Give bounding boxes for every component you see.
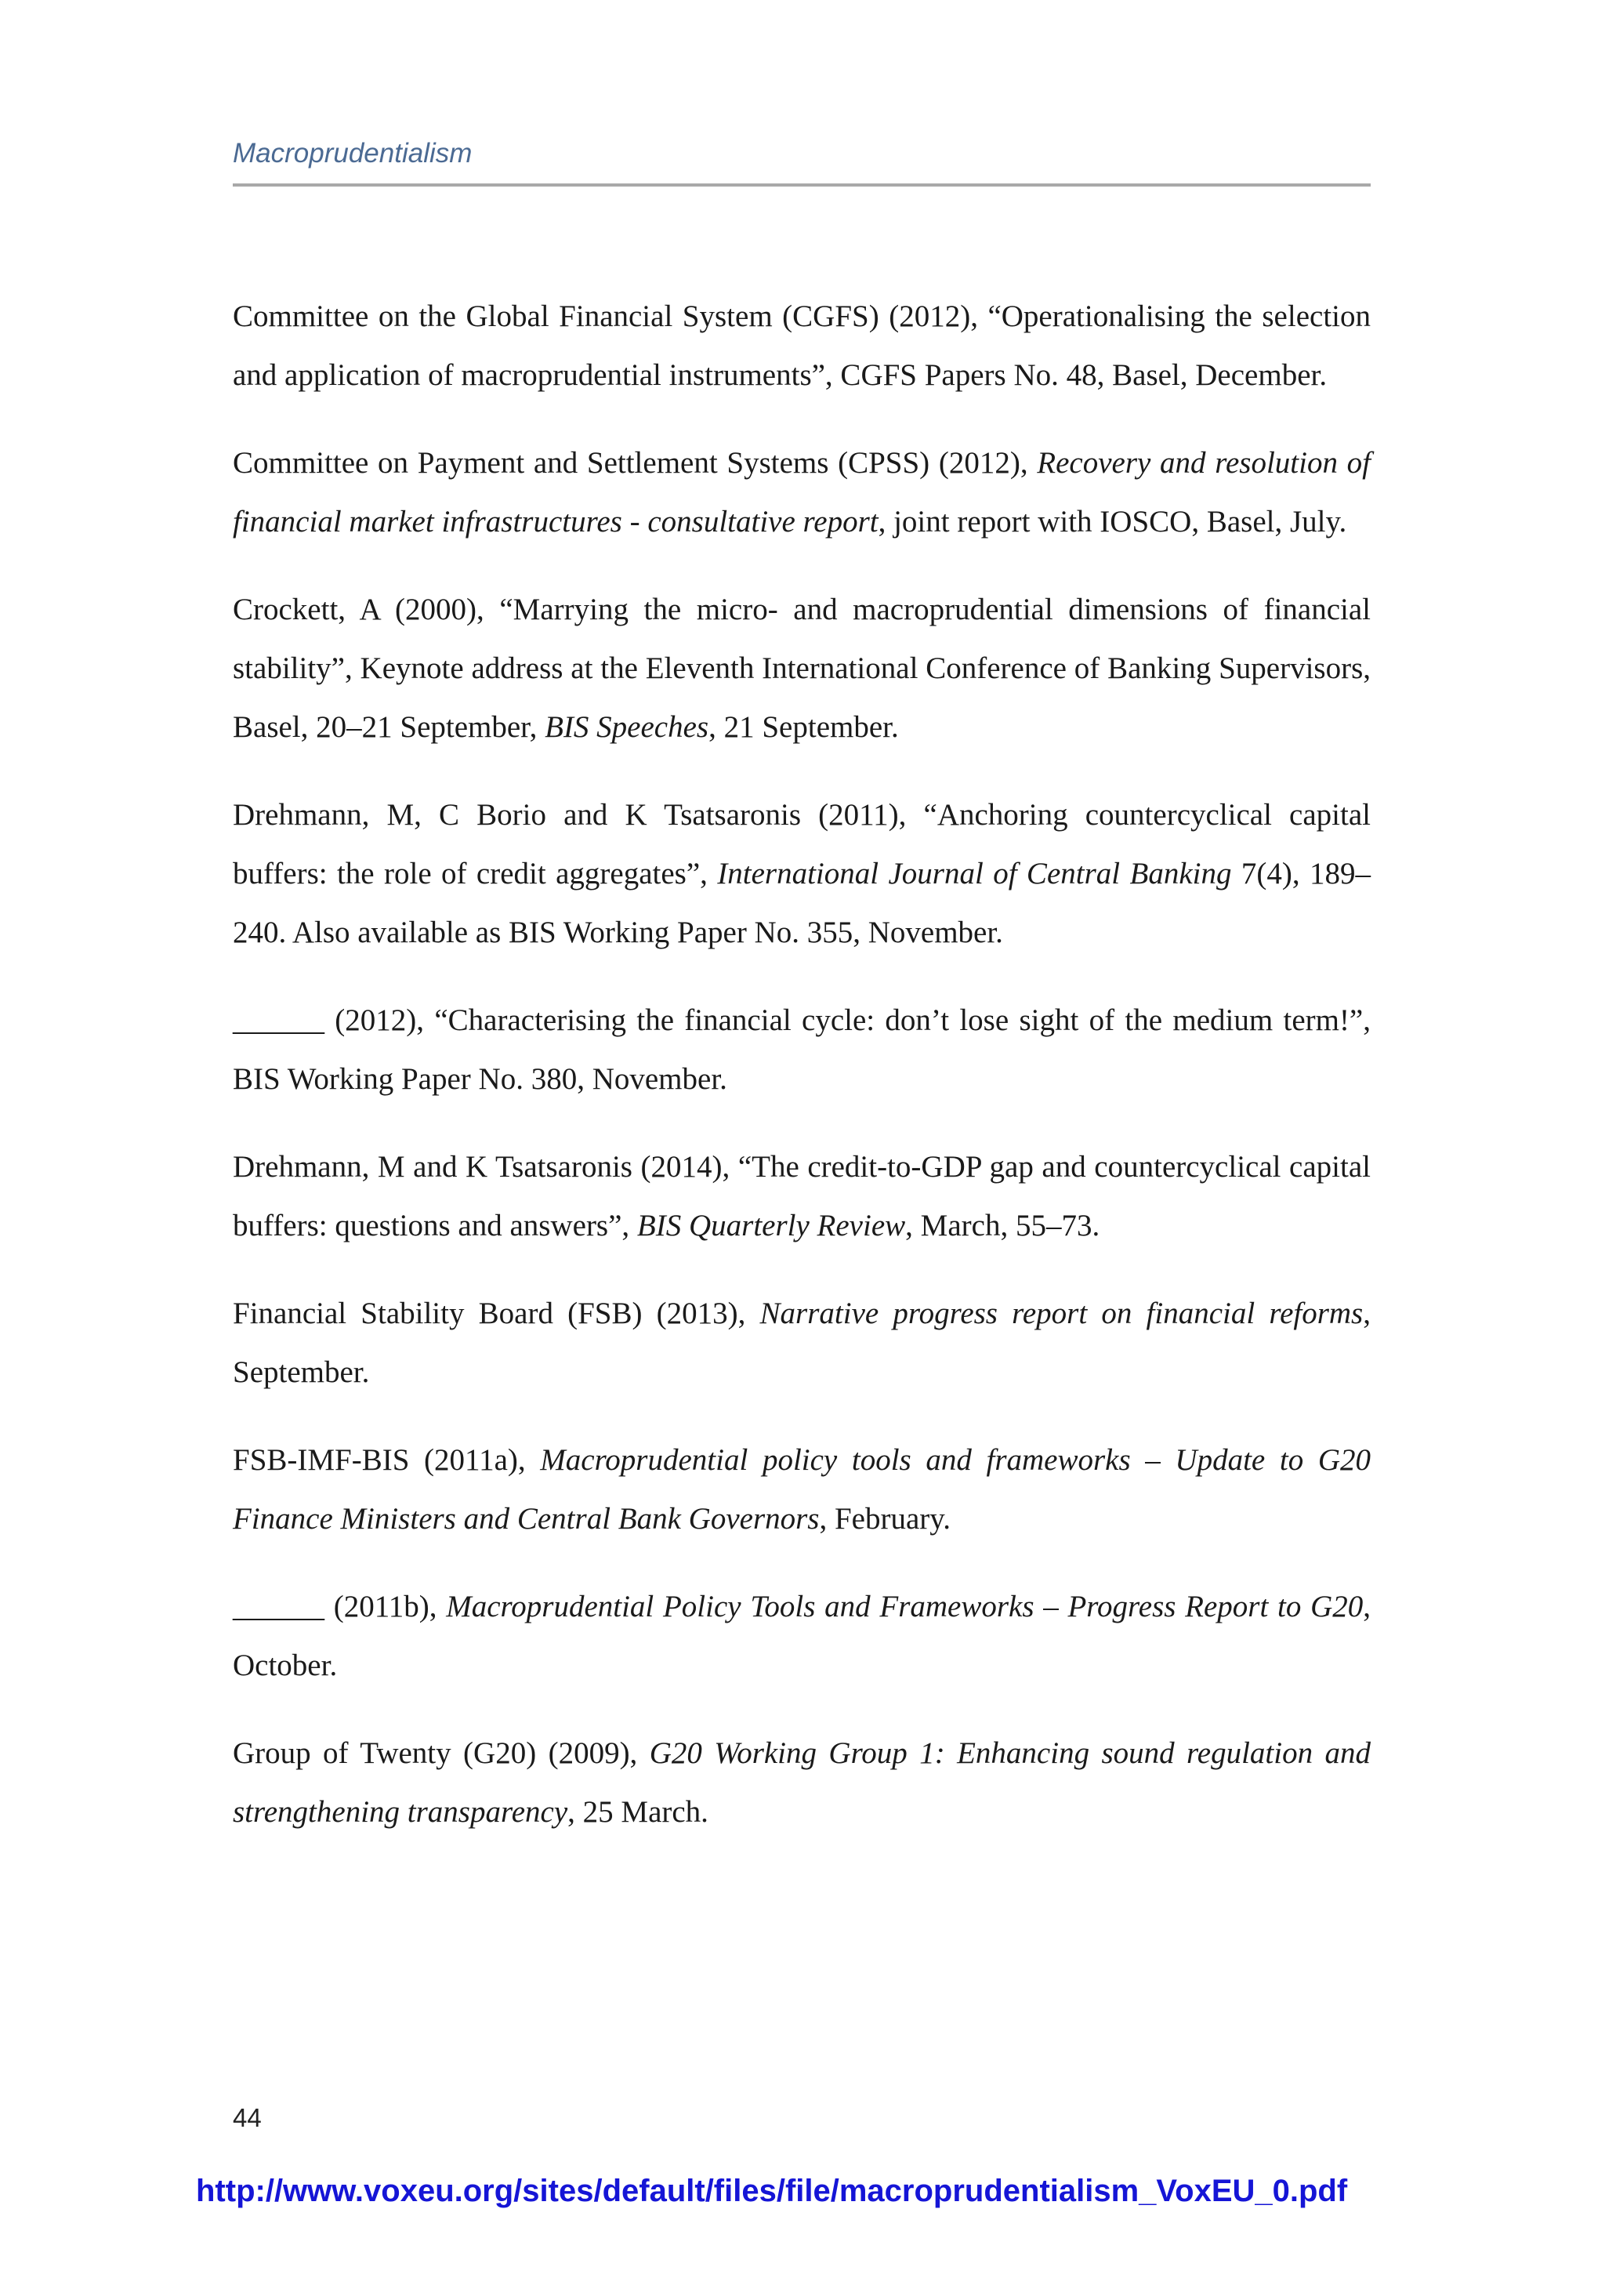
- reference-text: , joint report with IOSCO, Basel, July.: [878, 505, 1347, 539]
- reference-text: ______ (2012), “Characterising the financial cycle: don’t lose sight of the medium term!”, BIS Working Paper No. 380, November.: [233, 1003, 1371, 1096]
- reference-title-italic: G20 Working Group 1: Enhancing sound regulation and strengthening transparency: [233, 1736, 1371, 1829]
- running-header-title: Macroprudentialism: [233, 138, 473, 169]
- reference-text: , 21 September.: [708, 710, 899, 744]
- reference-text: Drehmann, M and K Tsatsaronis (2014), “The credit-to-GDP gap and countercyclical capital buffers: questions and answers”,: [233, 1150, 1371, 1242]
- header-divider: [233, 183, 1371, 187]
- reference-title-italic: International Journal of Central Banking: [717, 857, 1232, 890]
- reference-entry: [233, 1431, 1371, 1548]
- reference-title-italic: Macroprudential Policy Tools and Frameworks – Progress Report to G20: [446, 1590, 1364, 1623]
- reference-list: [233, 287, 1371, 1870]
- reference-text: Committee on Payment and Settlement Systems (CPSS) (2012),: [233, 446, 1038, 480]
- reference-entry: [233, 991, 1371, 1108]
- reference-entry: [233, 433, 1371, 551]
- source-url-link[interactable]: http://www.voxeu.org/sites/default/files/file/macroprudentialism_VoxEU_0.pdf: [196, 2174, 1348, 2208]
- reference-entry: [233, 580, 1371, 756]
- reference-text: FSB-IMF-BIS (2011a),: [233, 1443, 541, 1477]
- reference-text: 7(4), 189–240. Also available as BIS Working Paper No. 355, November.: [233, 857, 1371, 949]
- reference-title-italic: Macroprudential policy tools and frameworks – Update to G20 Finance Ministers and Central Bank Governors: [233, 1443, 1371, 1536]
- reference-text: Drehmann, M, C Borio and K Tsatsaronis (2011), “Anchoring countercyclical capital buffers: the role of credit aggregates”,: [233, 798, 1371, 890]
- reference-text: Crockett, A (2000), “Marrying the micro- and macroprudential dimensions of financial stability”, Keynote address at the Eleventh International Conference of Banking Supervisors, Basel, 20–21 September,: [233, 593, 1371, 744]
- reference-text: ______ (2011b),: [233, 1590, 447, 1623]
- reference-entry: [233, 1137, 1371, 1255]
- page-number: 44: [233, 2103, 262, 2132]
- reference-entry: [233, 287, 1371, 404]
- reference-title-italic: Narrative progress report on financial reforms: [759, 1297, 1364, 1330]
- reference-entry: [233, 1284, 1371, 1402]
- reference-text: , March, 55–73.: [905, 1209, 1100, 1242]
- reference-entry: [233, 785, 1371, 962]
- reference-text: , September.: [233, 1297, 1371, 1389]
- reference-entry: [233, 1724, 1371, 1841]
- reference-text: Group of Twenty (G20) (2009),: [233, 1736, 650, 1770]
- reference-title-italic: BIS Quarterly Review: [636, 1209, 906, 1242]
- reference-title-italic: Recovery and resolution of financial market infrastructures - consultative report: [233, 446, 1371, 539]
- reference-text: Financial Stability Board (FSB) (2013),: [233, 1297, 760, 1330]
- reference-text: , 25 March.: [567, 1795, 708, 1829]
- reference-text: Committee on the Global Financial System (CGFS) (2012), “Operationalising the selection and application of macroprudential instruments”, CGFS Papers No. 48, Basel, December.: [233, 299, 1371, 392]
- reference-text: , October.: [233, 1590, 1371, 1682]
- reference-text: , February.: [819, 1502, 951, 1536]
- reference-title-italic: BIS Speeches: [545, 710, 709, 744]
- reference-entry: [233, 1577, 1371, 1695]
